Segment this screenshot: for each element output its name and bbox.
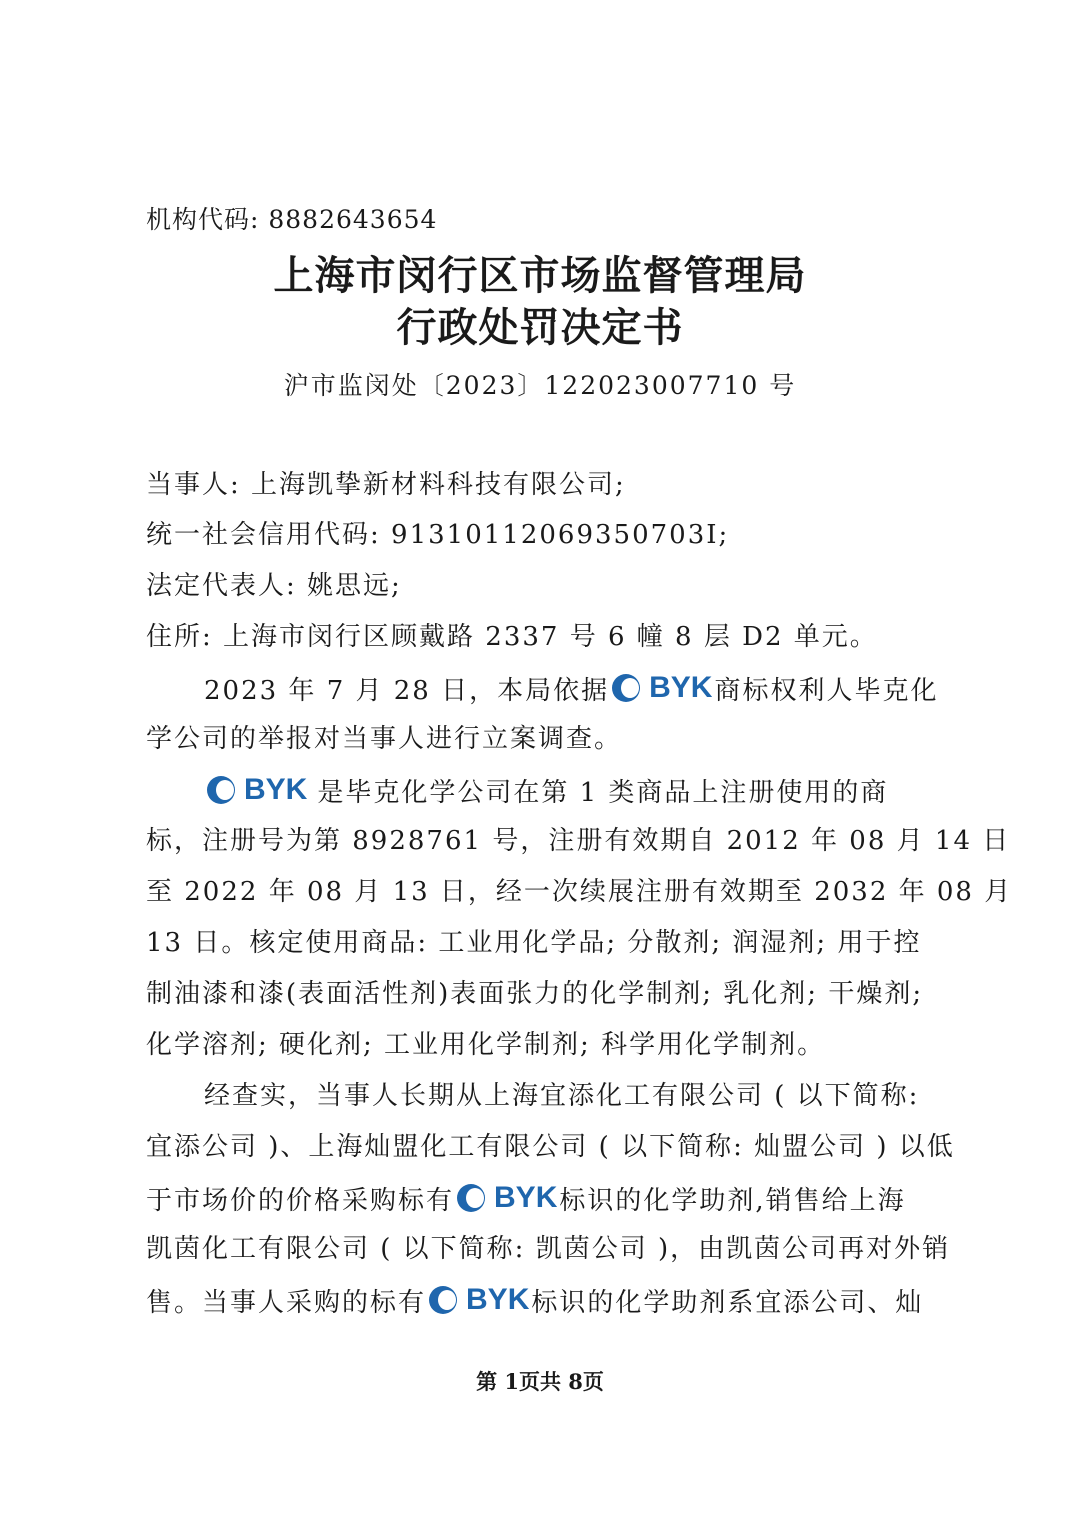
byk-logo-icon bbox=[206, 775, 240, 805]
paragraph-2-line-1 bbox=[204, 772, 888, 811]
byk-logo-text: BYK bbox=[244, 773, 308, 806]
byk-logo-icon bbox=[428, 1285, 462, 1315]
paragraph-2-line-3: 至 2022 年 08 月 13 日，经一次续展注册有效期至 2032 年 08 月 bbox=[146, 877, 1013, 907]
credit-code: 统一社会信用代码: 91310112069350703I; bbox=[146, 520, 730, 550]
text-span: 标识的化学助剂系宜添公司、灿 bbox=[531, 1288, 924, 1318]
byk-logo-text: BYK bbox=[466, 1283, 530, 1316]
byk-logo bbox=[456, 1180, 557, 1216]
legal-representative: 法定代表人: 姚思远; bbox=[146, 571, 402, 601]
byk-logo bbox=[611, 670, 712, 706]
text-span: 是毕克化学公司在第 1 类商品上注册使用的商 bbox=[317, 778, 889, 808]
text-span: 标识的化学助剂,销售给上海 bbox=[559, 1186, 906, 1216]
paragraph-3-line-2: 宜添公司 )、上海灿盟化工有限公司 ( 以下简称: 灿盟公司 ) 以低 bbox=[146, 1132, 955, 1162]
byk-logo bbox=[428, 1282, 529, 1318]
paragraph-1-line-2: 学公司的举报对当事人进行立案调查。 bbox=[146, 724, 623, 754]
byk-logo-icon bbox=[456, 1183, 490, 1213]
text-span: 于市场价的价格采购标有 bbox=[146, 1186, 455, 1216]
byk-logo-text: BYK bbox=[494, 1181, 558, 1214]
byk-logo-text: BYK bbox=[649, 671, 713, 704]
paragraph-2-line-4: 13 日。核定使用商品: 工业用化学品; 分散剂; 润湿剂; 用于控 bbox=[146, 928, 922, 958]
paragraph-3-line-3 bbox=[146, 1180, 906, 1219]
paragraph-2-line-2: 标，注册号为第 8928761 号，注册有效期自 2012 年 08 月 14 日 bbox=[146, 826, 1011, 856]
paragraph-3-line-1: 经查实，当事人长期从上海宜添化工有限公司 ( 以下简称: bbox=[204, 1081, 920, 1111]
document-title-agency: 上海市闵行区市场监督管理局 bbox=[273, 252, 807, 299]
paragraph-1-line-1 bbox=[204, 670, 938, 709]
text-span: 商标权利人毕克化 bbox=[714, 676, 939, 706]
party-name: 当事人: 上海凯挚新材料科技有限公司; bbox=[146, 470, 626, 500]
paragraph-3-line-4: 凯茵化工有限公司 ( 以下简称: 凯茵公司 )，由凯茵公司再对外销 bbox=[146, 1234, 951, 1264]
party-address: 住所: 上海市闵行区顾戴路 2337 号 6 幢 8 层 D2 单元。 bbox=[146, 622, 878, 652]
org-code: 机构代码: 8882643654 bbox=[146, 205, 438, 234]
byk-logo bbox=[206, 772, 307, 808]
text-span: 2023 年 7 月 28 日，本局依据 bbox=[204, 676, 610, 706]
page-indicator: 第 1页共 8页 bbox=[476, 1369, 604, 1394]
byk-logo-icon bbox=[611, 673, 645, 703]
document-number: 沪市监闵处〔2023〕122023007710 号 bbox=[283, 371, 797, 400]
paragraph-2-line-5: 制油漆和漆(表面活性剂)表面张力的化学制剂; 乳化剂; 干燥剂; bbox=[146, 979, 924, 1009]
paragraph-2-line-6: 化学溶剂; 硬化剂; 工业用化学制剂; 科学用化学制剂。 bbox=[146, 1030, 826, 1060]
text-span: 售。当事人采购的标有 bbox=[146, 1288, 427, 1318]
paragraph-3-line-5 bbox=[146, 1282, 923, 1321]
document-title-type: 行政处罚决定书 bbox=[396, 304, 684, 351]
